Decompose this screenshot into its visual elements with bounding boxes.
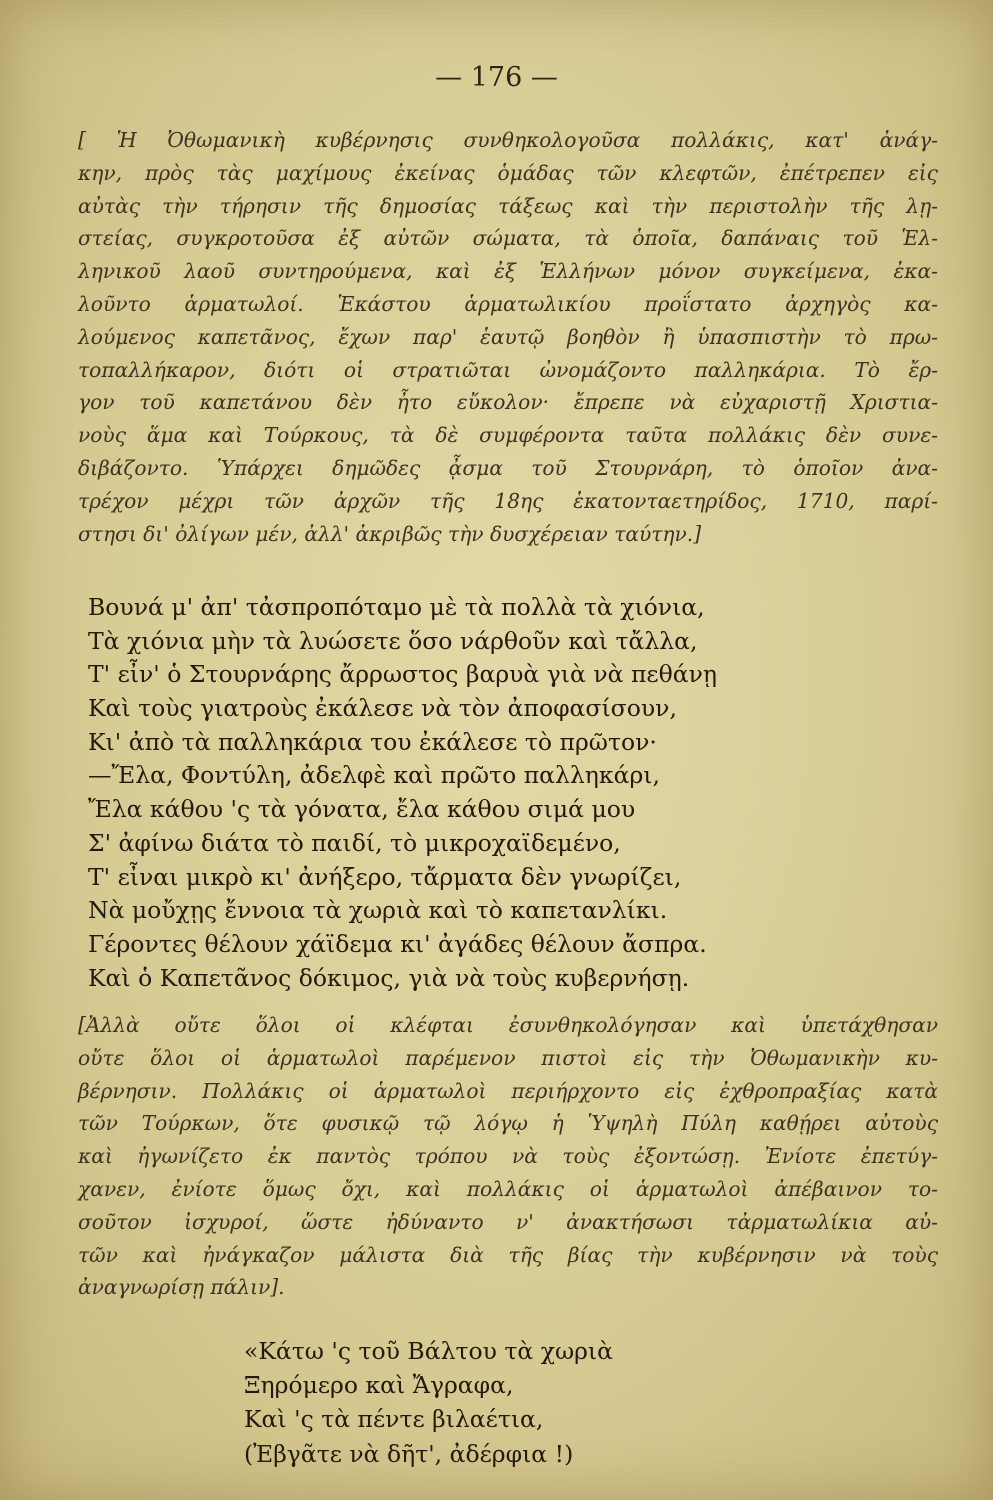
prose-line: τοπαλλήκαρον, διότι οἱ στρατιῶται ὠνομάζοντο παλληκάρια. Τὸ ἔρ-	[78, 357, 938, 382]
poem-line: Ξηρόμερο καὶ Ἄγραφα,	[244, 1371, 514, 1400]
poem-line: (Ἐβγᾶτε νὰ δῆτ', ἀδέρφια !)	[244, 1439, 574, 1468]
prose-line: τῶν καὶ ἠνάγκαζον μάλιστα διὰ τῆς βίας τὴν κυβέρνησιν νὰ τοὺς	[78, 1242, 938, 1267]
prose-line: αὐτὰς τὴν τήρησιν τῆς δημοσίας τάξεως καὶ τὴν περιστολὴν τῆς λῃ-	[78, 193, 938, 218]
prose-paragraph-2	[78, 1009, 938, 1304]
poem-line: Τ' εἶν' ὁ Στουρνάρης ἄρρωστος βαρυὰ γιὰ νὰ πεθάνῃ	[88, 660, 717, 689]
prose-line: ἀναγνωρίσῃ πάλιν].	[78, 1275, 285, 1300]
prose-paragraph-1	[78, 124, 938, 550]
poem-line: —Ἔλα, Φοντύλη, ἀδελφὲ καὶ πρῶτο παλληκάρι,	[88, 761, 660, 790]
prose-line: τρέχον μέχρι τῶν ἀρχῶν τῆς 18ης ἑκατονταετηρίδος, 1710, παρί-	[78, 488, 938, 513]
prose-line: οὔτε ὅλοι οἱ ἁρματωλοὶ παρέμενον πιστοὶ εἰς τὴν Ὀθωμανικὴν κυ-	[78, 1045, 938, 1070]
poem-line: Καὶ τοὺς γιατροὺς ἐκάλεσε νὰ τὸν ἀποφασίσουν,	[88, 694, 677, 723]
poem-line: Ἔλα κάθου 'ς τὰ γόνατα, ἔλα κάθου σιμά μου	[88, 795, 636, 824]
prose-line: βέρνησιν. Πολλάκις οἱ ἁρματωλοὶ περιήρχοντο εἰς ἐχθροπραξίας κατὰ	[78, 1078, 938, 1103]
poem-line: Γέροντες θέλουν χάϊδεμα κι' ἀγάδες θέλουν ἄσπρα.	[88, 929, 707, 958]
prose-line: [Ἀλλὰ οὔτε ὅλοι οἱ κλέφται ἐσυνθηκολόγησαν καὶ ὑπετάχθησαν	[78, 1013, 938, 1037]
prose-line: στησι δι' ὀλίγων μέν, ἀλλ' ἀκριβῶς τὴν δυσχέρειαν ταύτην.]	[78, 521, 702, 546]
poem-line: Νὰ μοὔχῃς ἔννοια τὰ χωριὰ καὶ τὸ καπετανλίκι.	[88, 896, 668, 925]
prose-line: γον τοῦ καπετάνου δὲν ἦτο εὔκολον· ἔπρεπε νὰ εὐχαριστῇ Χριστια-	[78, 390, 938, 415]
prose-line: στείας, συγκροτοῦσα ἐξ αὐτῶν σώματα, τὰ ὁποῖα, δαπάναις τοῦ Ἑλ-	[78, 226, 938, 251]
poem-valtos	[244, 1334, 613, 1471]
poem-line: Κι' ἀπὸ τὰ παλληκάρια του ἐκάλεσε τὸ πρῶτον·	[88, 727, 657, 756]
poem-line: «Κάτω 'ς τοῦ Βάλτου τὰ χωριὰ	[244, 1337, 614, 1365]
prose-line: [ Ἡ Ὀθωμανικὴ κυβέρνησις συνθηκολογοῦσα πολλάκις, κατ' ἀνάγ-	[78, 128, 938, 152]
prose-line: διβάζοντο. Ὑπάρχει δημῶδες ᾆσμα τοῦ Στουρνάρη, τὸ ὁποῖον ἀνα-	[78, 455, 938, 480]
prose-line: τῶν Τούρκων, ὅτε φυσικῷ τῷ λόγῳ ἡ Ὑψηλὴ Πύλη καθῄρει αὐτοὺς	[78, 1111, 938, 1136]
prose-line: ληνικοῦ λαοῦ συντηρούμενα, καὶ ἐξ Ἑλλήνων μόνον συγκείμενα, ἐκα-	[78, 259, 938, 284]
page-number: — 176 —	[435, 62, 558, 93]
poem-line: Τ' εἶναι μικρὸ κι' ἀνήξερο, τἄρματα δὲν γνωρίζει,	[88, 862, 682, 891]
poem-line: Τὰ χιόνια μὴν τὰ λυώσετε ὅσο νάρθοῦν καὶ τἄλλα,	[88, 626, 698, 655]
prose-line: χανεν, ἐνίοτε ὅμως ὄχι, καὶ πολλάκις οἱ ἁρματωλοὶ ἀπέβαινον το-	[78, 1176, 938, 1201]
poem-line: Σ' ἀφίνω διάτα τὸ παιδί, τὸ μικροχαϊδεμένο,	[88, 828, 621, 857]
prose-line: καὶ ἠγωνίζετο ἐκ παντὸς τρόπου νὰ τοὺς ἐξοντώσῃ. Ἐνίοτε ἐπετύγ-	[78, 1144, 938, 1169]
poem-line: Καὶ 'ς τὰ πέντε βιλαέτια,	[244, 1405, 544, 1434]
prose-line: λοῦντο ἁρματωλοί. Ἑκάστου ἁρματωλικίου προΐστατο ἀρχηγὸς κα-	[78, 291, 938, 316]
prose-line: λούμενος καπετᾶνος, ἔχων παρ' ἑαυτῷ βοηθὸν ἢ ὑπασπιστὴν τὸ πρω-	[78, 324, 938, 349]
poem-line: Καὶ ὁ Καπετᾶνος δόκιμος, γιὰ νὰ τοὺς κυβερνήσῃ.	[88, 963, 690, 992]
prose-line: κην, πρὸς τὰς μαχίμους ἐκείνας ὁμάδας τῶν κλεφτῶν, ἐπέτρεπεν εἰς	[78, 160, 938, 185]
prose-line: νοὺς ἅμα καὶ Τούρκους, τὰ δὲ συμφέροντα ταῦτα πολλάκις δὲν συνε-	[78, 423, 938, 448]
poem-line: Βουνά μ' ἀπ' τἀσπροπόταμο μὲ τὰ πολλὰ τὰ χιόνια,	[88, 593, 705, 621]
poem-stournaris	[88, 591, 717, 995]
prose-line: σοῦτον ἰσχυροί, ὥστε ἠδύναντο ν' ἀνακτήσωσι τἀρματωλίκια αὐ-	[78, 1209, 938, 1234]
